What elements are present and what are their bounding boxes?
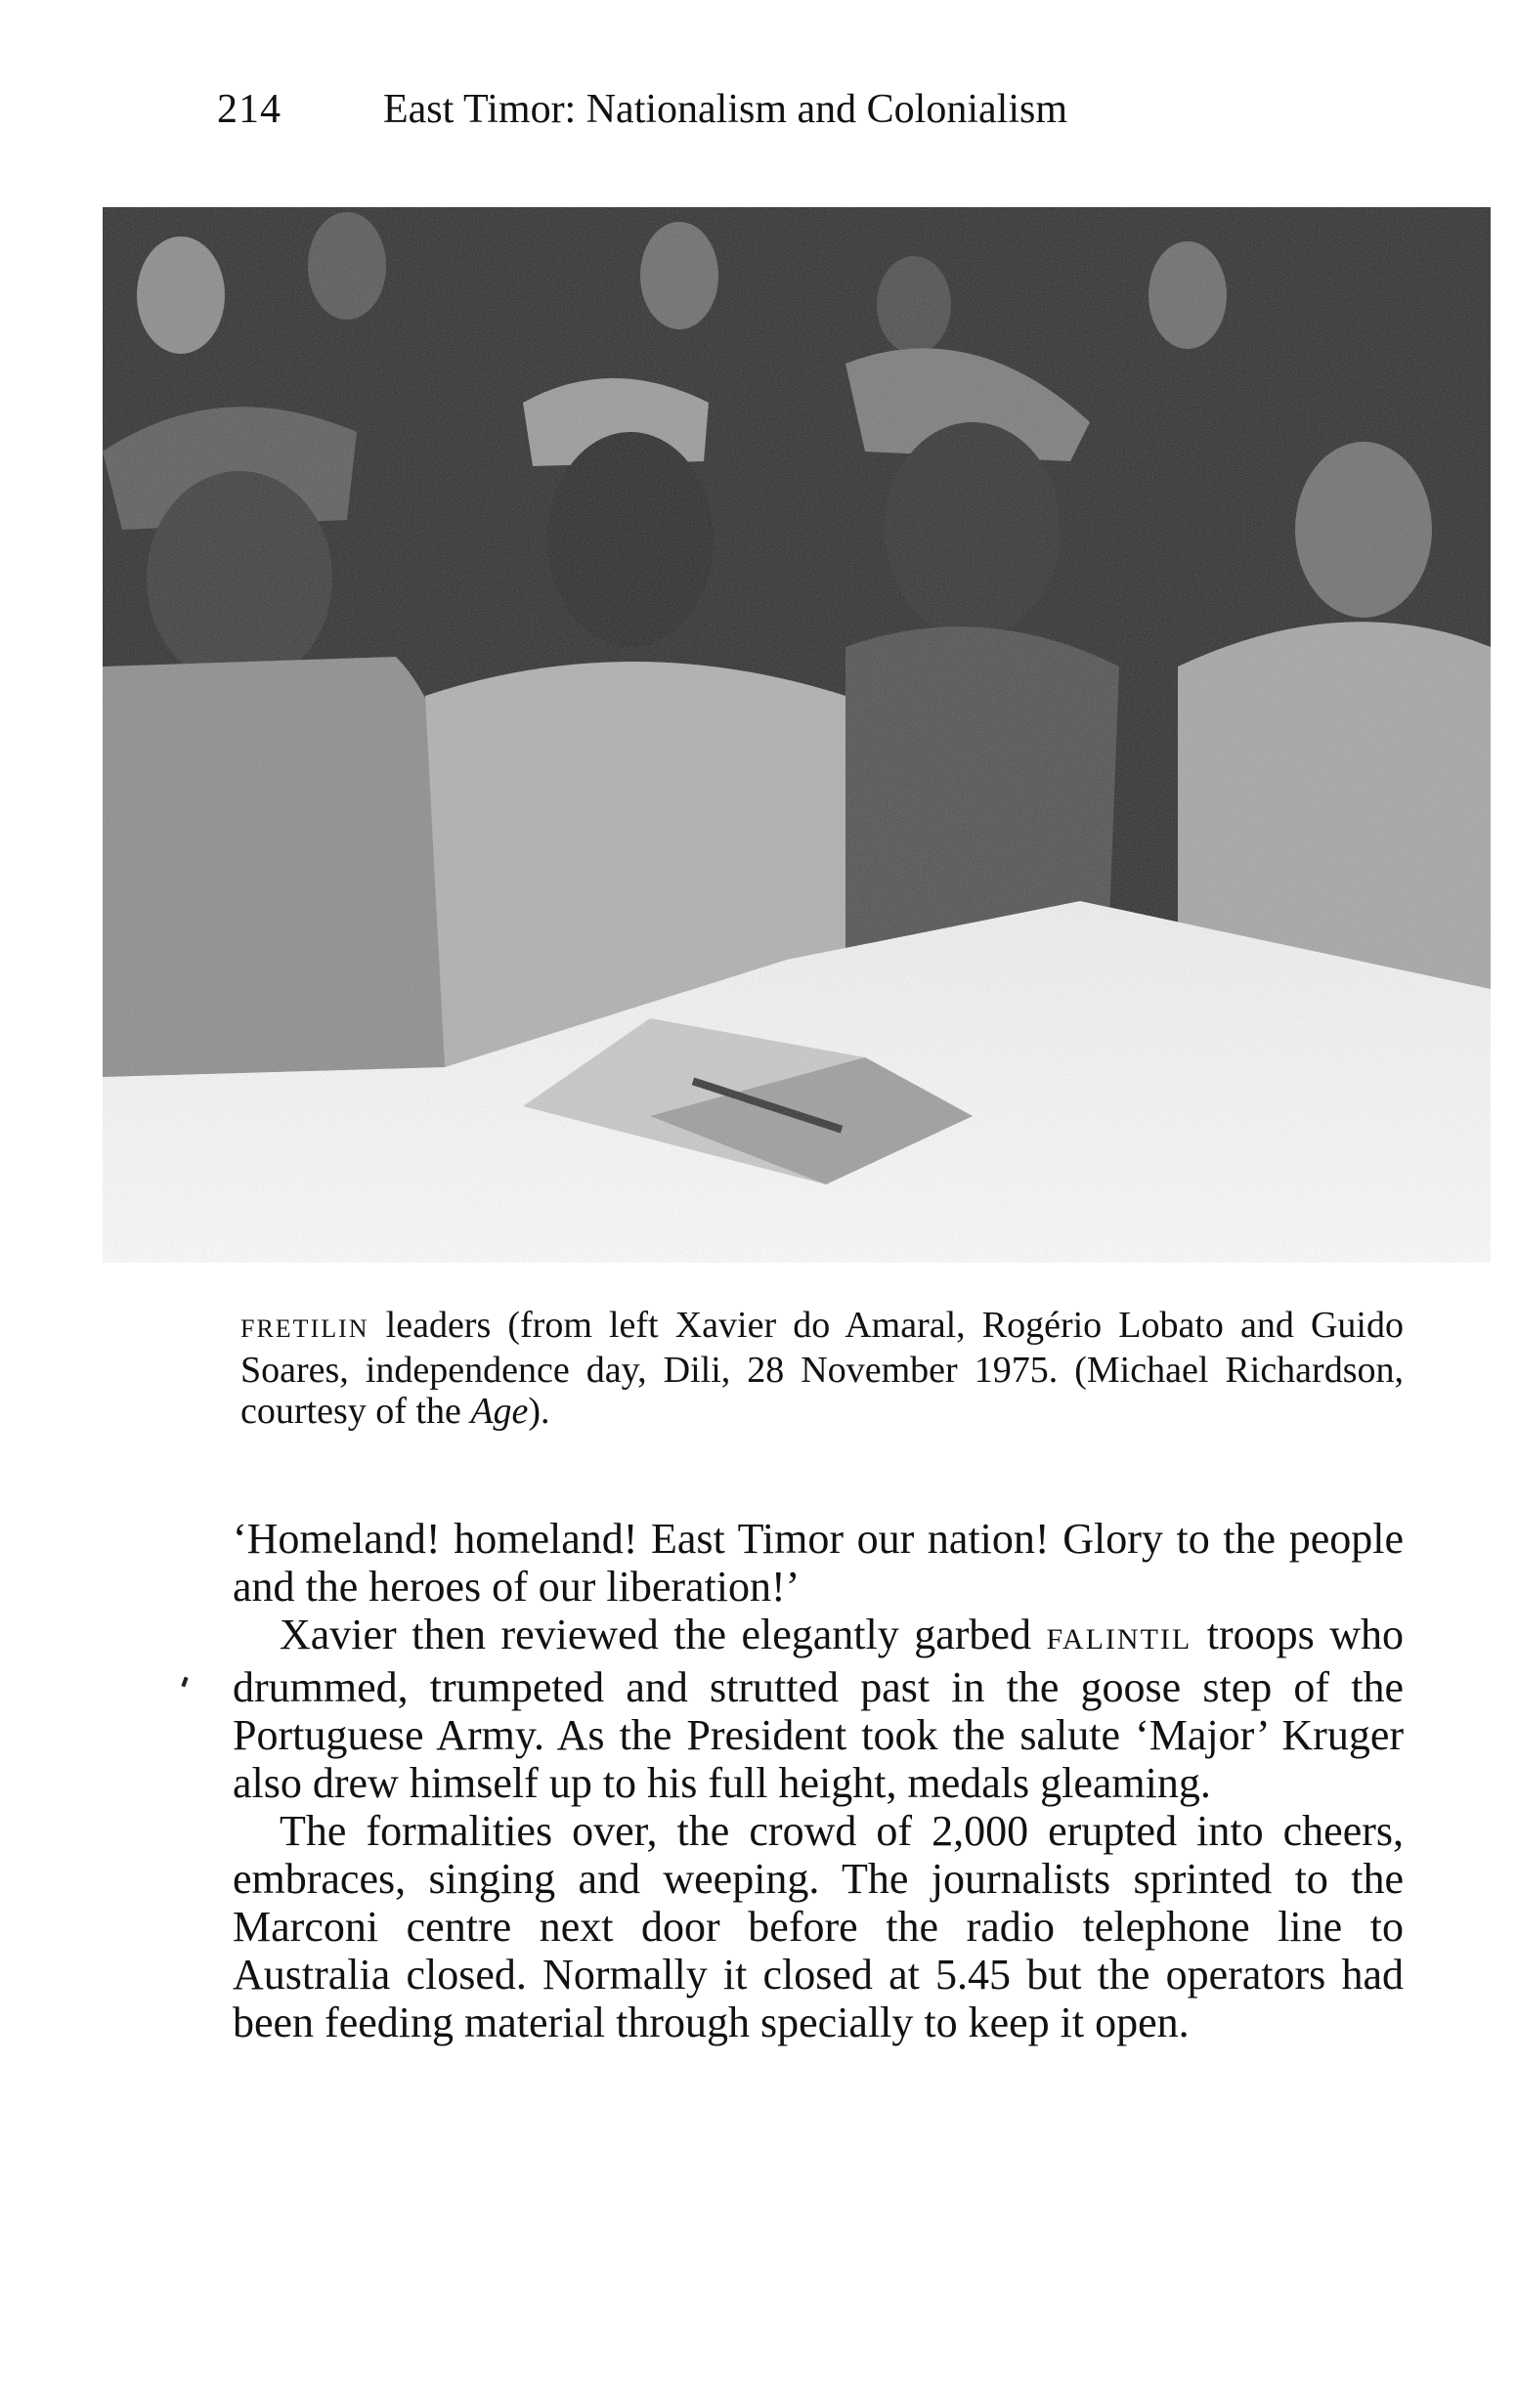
caption-end: ). <box>528 1391 550 1432</box>
paragraph-1: ‘Homeland! homeland! East Timor our nation! Glory to the people and the heroes of our liberation!’ <box>233 1515 1404 1611</box>
photograph <box>103 207 1491 1263</box>
caption-text: leaders (from left Xavier do Amaral, Rogério Lobato and Guido Soares, independence day, Dili, 28 November 1975. (Michael Richardson, courtesy of the <box>240 1305 1404 1432</box>
margin-mark <box>181 1677 188 1688</box>
body-text <box>233 1515 1404 2046</box>
paragraph-3: The formalities over, the crowd of 2,000 erupted into cheers, embraces, singing and weeping. The journalists sprinted to the Marconi centre next door before the radio telephone line to Australia closed. Normally it closed at 5.45 but the operators had been feeding material through specially to keep it open. <box>233 1807 1404 2046</box>
running-title: East Timor: Nationalism and Colonialism <box>383 87 1068 132</box>
paragraph-2-end: troops who drummed, trumpeted and strutted past in the goose step of the Portuguese Army. As the President took the salute ‘Major’ Kruger also drew himself up to his full height, medals gleaming. <box>233 1611 1405 1807</box>
page-number: 214 <box>217 87 282 132</box>
page-header <box>217 86 1067 145</box>
caption-publication: Age <box>470 1391 529 1432</box>
caption-organisation: FRETILIN <box>240 1314 369 1343</box>
paragraph-2 <box>233 1611 1404 1807</box>
photograph-image <box>103 207 1491 1263</box>
photo-caption <box>240 1305 1404 1432</box>
paragraph-2-start: Xavier then reviewed the elegantly garbed <box>280 1611 1047 1658</box>
falintil-term: FALINTIL <box>1046 1623 1192 1656</box>
